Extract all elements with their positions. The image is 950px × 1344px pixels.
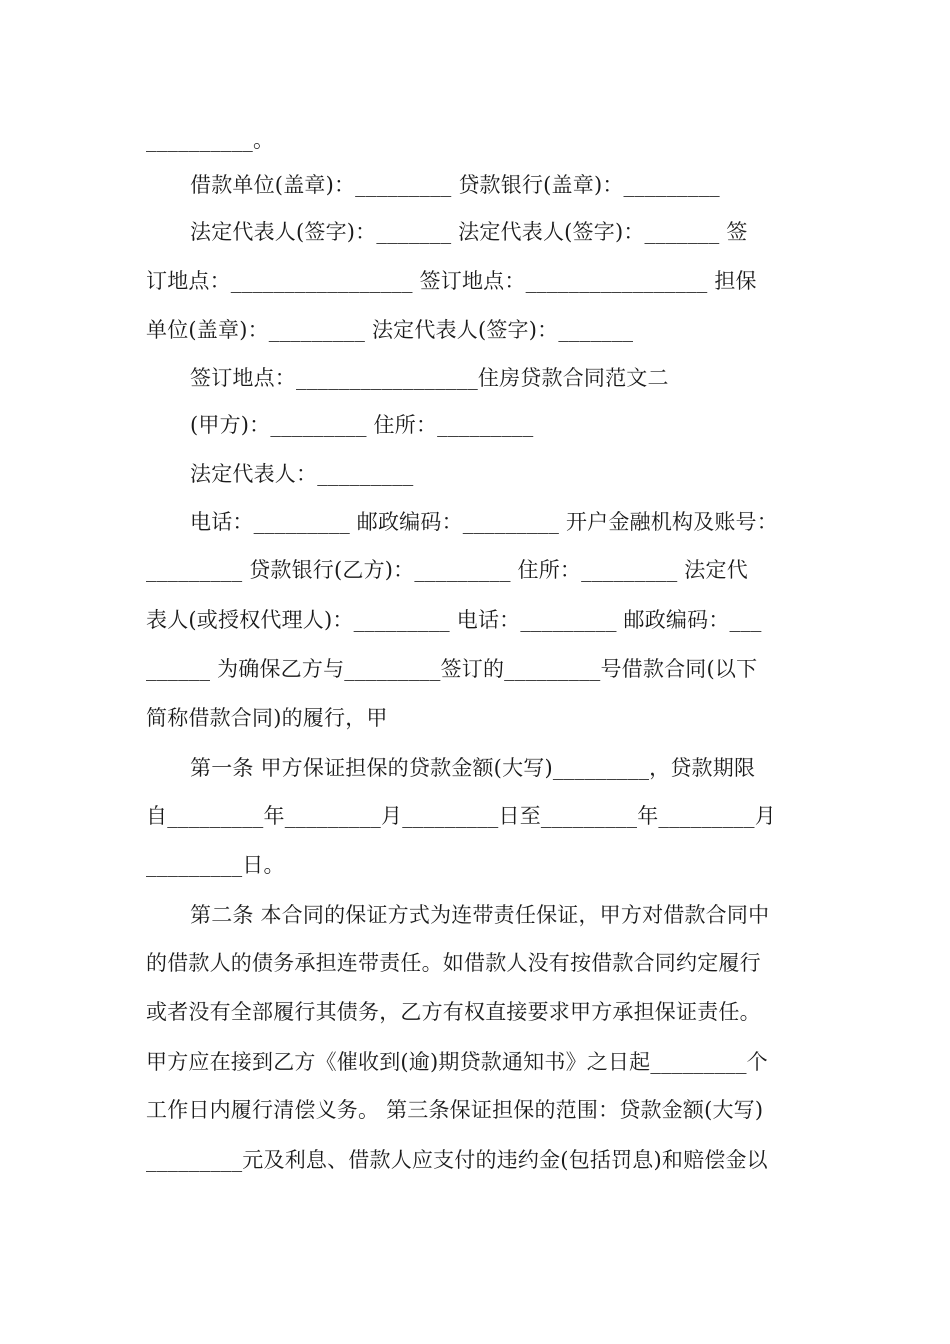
text-line-17: 第二条 本合同的保证方式为连带责任保证，甲方对借款合同中	[190, 903, 770, 927]
text-line-3: 法定代表人(签字)：_______ 法定代表人(签字)：_______ 签	[190, 220, 748, 244]
text-line-11: 表人(或授权代理人)：_________ 电话：_________ 邮政编码：___	[146, 608, 762, 632]
text-line-12: ______ 为确保乙方与_________签订的_________号借款合同(以下	[146, 657, 758, 681]
text-line-14: 第一条 甲方保证担保的贷款金额(大写)_________，贷款期限	[190, 756, 756, 780]
text-line-6: 签订地点：_________________住房贷款合同范文二	[190, 366, 669, 390]
text-line-15: 自_________年_________月_________日至_________年_________月	[146, 804, 776, 828]
text-line-8: 法定代表人：_________	[190, 462, 414, 486]
text-line-4: 订地点：_________________ 签订地点：_________________ 担保	[146, 269, 757, 293]
text-line-9: 电话：_________ 邮政编码：_________ 开户金融机构及账号：	[190, 510, 778, 534]
text-line-7: (甲方)：_________ 住所：_________	[190, 413, 534, 437]
text-line-10: _________ 贷款银行(乙方)：_________ 住所：_________ 法定代	[146, 558, 748, 582]
text-line-13: 简称借款合同)的履行，甲	[146, 706, 388, 730]
text-line-22: _________元及利息、借款人应支付的违约金(包括罚息)和赔偿金以	[146, 1148, 768, 1172]
text-line-21: 工作日内履行清偿义务。 第三条保证担保的范围：贷款金额(大写)	[146, 1098, 764, 1122]
text-line-1: __________。	[146, 128, 275, 152]
text-line-19: 或者没有全部履行其债务，乙方有权直接要求甲方承担保证责任。	[146, 1000, 761, 1024]
text-line-16: _________日。	[146, 853, 285, 877]
text-line-20: 甲方应在接到乙方《催收到(逾)期贷款通知书》之日起_________个	[146, 1050, 768, 1074]
text-line-18: 的借款人的债务承担连带责任。如借款人没有按借款合同约定履行	[146, 951, 761, 975]
text-line-5: 单位(盖章)：_________ 法定代表人(签字)：_______	[146, 318, 634, 342]
text-line-2: 借款单位(盖章)：_________ 贷款银行(盖章)：_________	[190, 173, 720, 197]
